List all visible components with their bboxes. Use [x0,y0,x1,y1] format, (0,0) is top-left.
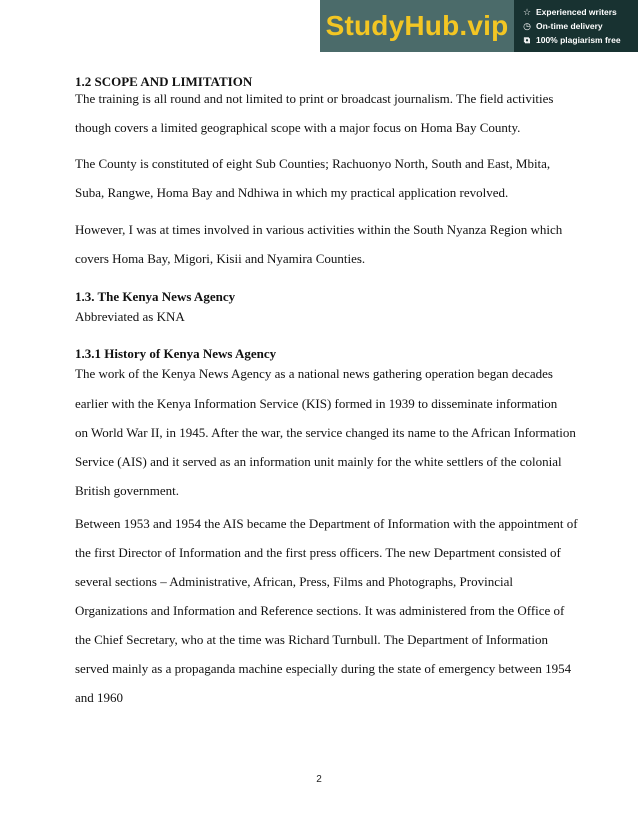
feature-experienced-writers [522,7,638,18]
text-line: British government. [75,483,179,498]
feature-on-time-delivery [522,21,638,32]
text-line: earlier with the Kenya Information Service (KIS) formed in 1939 to disseminate information [75,396,558,411]
text-line: Suba, Rangwe, Homa Bay and Ndhiwa in which my practical application revolved. [75,185,509,200]
feature-label: On-time delivery [536,21,603,31]
studyhub-logo[interactable]: StudyHub.vip [320,0,514,52]
copy-check-icon: ⧉ [523,34,531,45]
heading-kenya-news-agency: 1.3. The Kenya News Agency [75,289,236,304]
text-line: covers Homa Bay, Migori, Kisii and Nyamira Counties. [75,251,366,266]
text-line: the Chief Secretary, who at the time was Richard Turnbull. The Department of Information [75,632,548,647]
text-line: However, I was at times involved in various activities within the South Nyanza Region which [75,222,563,237]
text-line: the first Director of Information and the first press officers. The new Department consisted of [75,545,561,560]
text-line: on World War II, in 1945. After the war, the service changed its name to the African Information [75,425,576,440]
text-line: several sections – Administrative, African, Press, Films and Photographs, Provincial [75,574,513,589]
page-number: 2 [316,774,322,785]
heading-scope-and-limitation: 1.2 SCOPE AND LIMITATION [75,74,253,89]
star-icon: ☆ [522,6,532,17]
text-line: served mainly as a propaganda machine especially during the state of emergency between 1954 [75,661,572,676]
feature-label: Experienced writers [536,7,617,17]
text-line: though covers a limited geographical scope with a major focus on Homa Bay County. [75,120,521,135]
text-line: The training is all round and not limited to print or broadcast journalism. The field activities [75,91,554,106]
text-line: Organizations and Information and Reference sections. It was administered from the Office of [75,603,565,618]
text-line: Between 1953 and 1954 the AIS became the Department of Information with the appointment of [75,516,578,531]
studyhub-banner[interactable] [320,0,638,52]
feature-plagiarism-free [522,35,638,46]
heading-history-kna: 1.3.1 History of Kenya News Agency [75,346,277,361]
clock-icon: ◷ [523,20,531,31]
text-line: The County is constituted of eight Sub Counties; Rachuonyo North, South and East, Mbita, [75,156,551,171]
feature-label: 100% plagiarism free [536,35,621,45]
text-line: Abbreviated as KNA [75,309,185,324]
text-line: and 1960 [75,690,124,705]
text-line: Service (AIS) and it served as an information unit mainly for the white settlers of the colonial [75,454,562,469]
text-line: The work of the Kenya News Agency as a national news gathering operation began decades [75,366,553,381]
banner-features [514,0,638,52]
